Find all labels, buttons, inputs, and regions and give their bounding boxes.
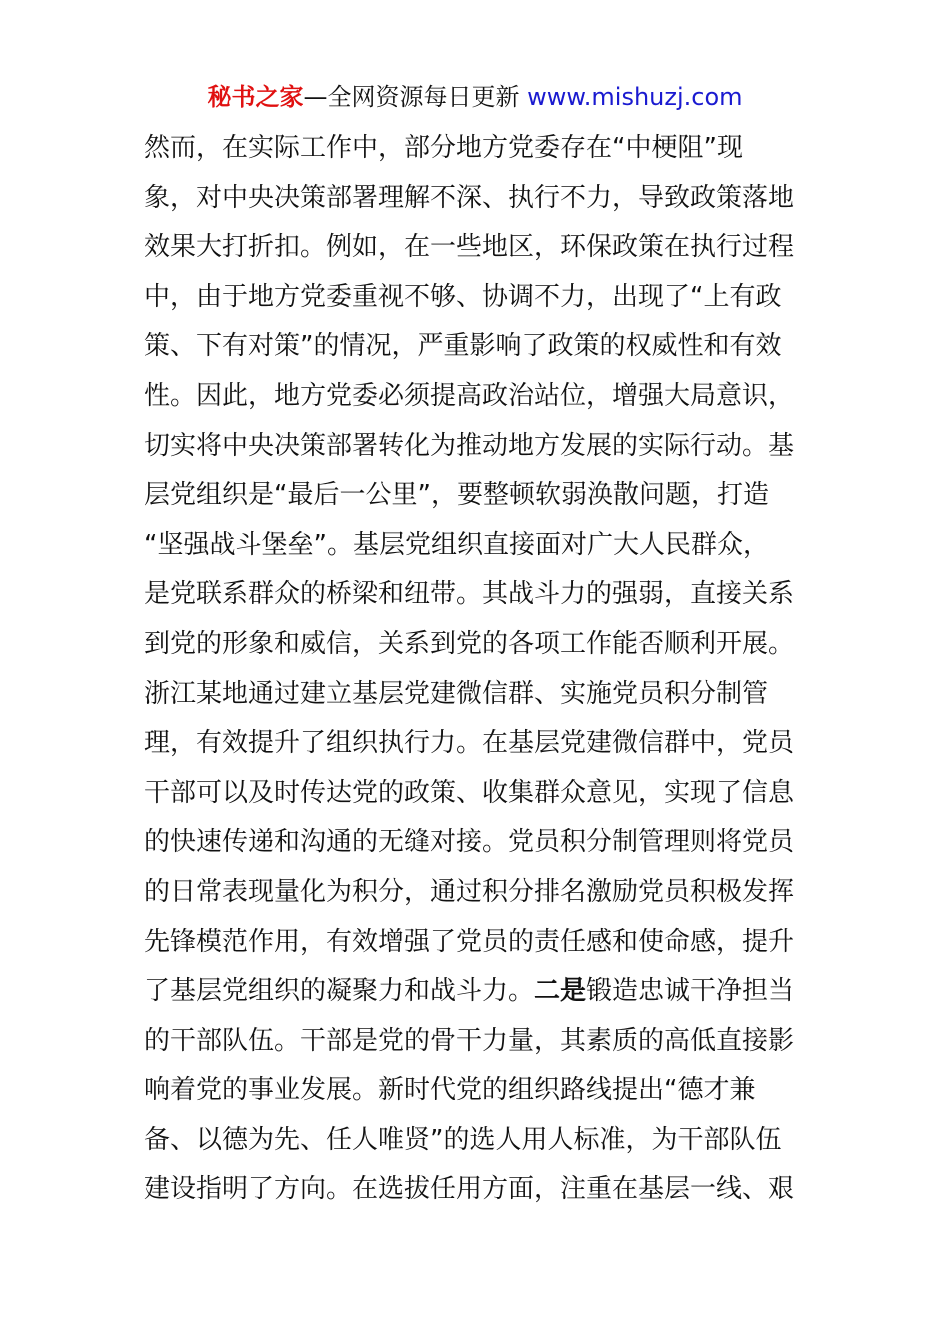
- text-line: 的快速传递和沟通的无缝对接。党员积分制管理则将党员: [144, 827, 795, 858]
- emphasis-text: 二是: [534, 976, 587, 1007]
- text-line: 切实将中央决策部署转化为推动地方发展的实际行动。基: [144, 430, 795, 461]
- body-paragraph: [144, 124, 808, 1215]
- text-line: 到党的形象和威信，关系到党的各项工作能否顺利开展。: [144, 628, 795, 659]
- header-url-link[interactable]: www.mishuzj.com: [527, 83, 743, 111]
- text-line: 干部可以及时传达党的政策、收集群众意见，实现了信息: [144, 777, 795, 808]
- text-line: 象，对中央决策部署理解不深、执行不力，导致政策落地: [144, 182, 795, 213]
- text-line: 的日常表现量化为积分，通过积分排名激励党员积极发挥: [144, 876, 795, 907]
- brand-name: 秘书之家: [207, 83, 304, 111]
- text-line: 层党组织是“最后一公里”，要整顿软弱涣散问题，打造: [144, 480, 769, 511]
- text-line: 响着党的事业发展。新时代党的组织路线提出“德才兼: [144, 1075, 756, 1106]
- text-line: 理，有效提升了组织执行力。在基层党建微信群中，党员: [144, 728, 795, 759]
- text-line: 浙江某地通过建立基层党建微信群、实施党员积分制管: [144, 678, 769, 709]
- text-line: 性。因此，地方党委必须提高政治站位，增强大局意识，: [144, 380, 795, 411]
- text-line: 然而，在实际工作中，部分地方党委存在“中梗阻”现: [144, 133, 743, 163]
- text-segment: 锻造忠诚干净担当: [586, 976, 795, 1007]
- text-line: 先锋模范作用，有效增强了党员的责任感和使命感，提升: [144, 926, 795, 957]
- text-line: 效果大打折扣。例如，在一些地区，环保政策在执行过程: [144, 232, 795, 263]
- text-segment: 了基层党组织的凝聚力和战斗力。: [144, 976, 535, 1007]
- text-line: 建设指明了方向。在选拔任用方面，注重在基层一线、艰: [144, 1174, 795, 1205]
- header-tagline: —全网资源每日更新: [303, 83, 528, 111]
- text-line: 策、下有对策”的情况，严重影响了政策的权威性和有效: [144, 331, 782, 362]
- text-line-with-emphasis: [144, 967, 808, 1017]
- text-line: 是党联系群众的桥梁和纽带。其战斗力的强弱，直接关系: [144, 579, 795, 610]
- page-header: [0, 80, 950, 114]
- text-line: 备、以德为先、任人唯贤”的选人用人标准，为干部队伍: [144, 1124, 782, 1155]
- text-line: “坚强战斗堡垒”。基层党组织直接面对广大人民群众，: [144, 529, 769, 560]
- text-line: 的干部队伍。干部是党的骨干力量，其素质的高低直接影: [144, 1025, 795, 1056]
- text-line: 中，由于地方党委重视不够、协调不力，出现了“上有政: [144, 281, 782, 312]
